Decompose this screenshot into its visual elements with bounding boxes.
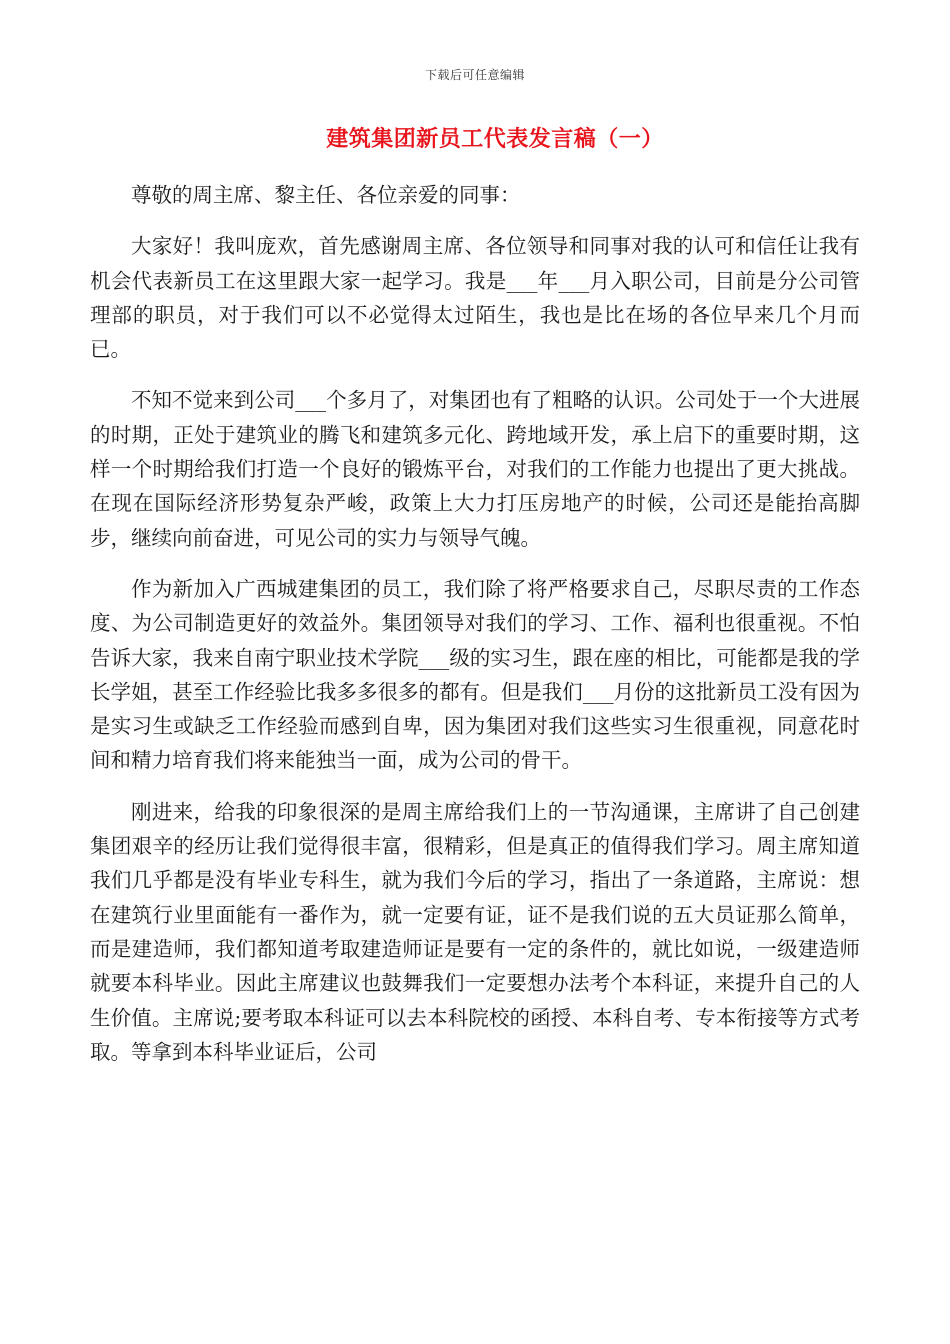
greeting-line: 尊敬的周主席、黎主任、各位亲爱的同事：: [131, 183, 521, 207]
document-title: 建筑集团新员工代表发言稿（一）: [326, 126, 664, 152]
document-body: [90, 178, 860, 1069]
paragraph-3: 作为新加入广西城建集团的员工，我们除了将严格要求自己，尽职尽责的工作态度、为公司制造更好的效益外。集团领导对我们的学习、工作、福利也很重视。不怕告诉大家，我来自南宁职业技术学院___级的实习生，跟在座的相比，可能都是我的学长学姐，甚至工作经验比我多多很多的都有。但是我们___月份的这批新员工没有因为是实习生或缺乏工作经验而感到自卑，因为集团对我们这些实习生很重视，同意花时间和精力培育我们将来能独当一面，成为公司的骨干。: [90, 576, 860, 773]
paragraph-2: 不知不觉来到公司___个多月了，对集团也有了粗略的认识。公司处于一个大进展的时期，正处于建筑业的腾飞和建筑多元化、跨地域开发，承上启下的重要时期，这样一个时期给我们打造一个良好的锻炼平台，对我们的工作能力也提出了更大挑战。在现在国际经济形势复杂严峻，政策上大力打压房地产的时候，公司还是能抬高脚步，继续向前奋进，可见公司的实力与领导气魄。: [90, 388, 860, 550]
paragraph-1: 大家好！我叫庞欢，首先感谢周主席、各位领导和同事对我的认可和信任让我有机会代表新员工在这里跟大家一起学习。我是___年___月入职公司，目前是分公司管理部的职员，对于我们可以不必觉得太过陌生，我也是比在场的各位早来几个月而已。: [90, 234, 860, 362]
paragraph-4: 刚进来，给我的印象很深的是周主席给我们上的一节沟通课，主席讲了自己创建集团艰辛的经历让我们觉得很丰富，很精彩，但是真正的值得我们学习。周主席知道我们几乎都是没有毕业专科生，就为我们今后的学习，指出了一条道路，主席说：想在建筑行业里面能有一番作为，就一定要有证，证不是我们说的五大员证那么简单，而是建造师，我们都知道考取建造师证是要有一定的条件的，就比如说，一级建造师就要本科毕业。因此主席建议也鼓舞我们一定要想办法考个本科证，来提升自己的人生价值。主席说;要考取本科证可以去本科院校的函授、本科自考、专本衔接等方式考取。等拿到本科毕业证后，公司: [90, 799, 860, 1064]
header-watermark: 下载后可任意编辑: [424, 68, 525, 82]
